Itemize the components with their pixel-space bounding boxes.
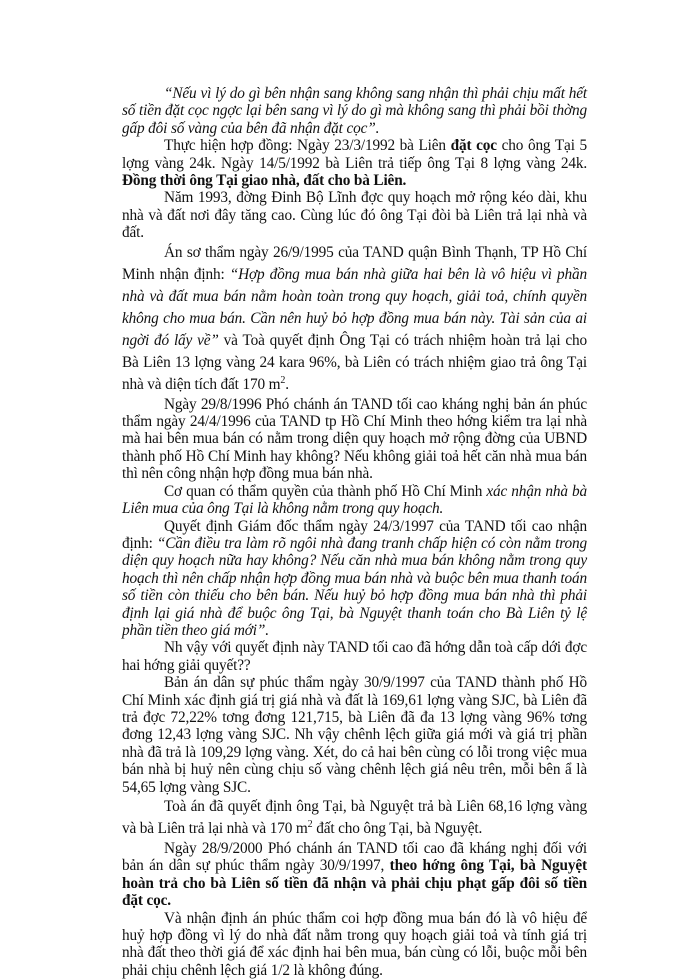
text-run: Quyết định Giám đốc thẩm ngày 24/3/1997 của TAND tối cao nhận định: [122, 517, 587, 552]
text-run: Nh vậy với quyết định này TAND tối cao đã hớng dẫn toà cấp dới đợc hai hớng giải quyết?? [122, 639, 587, 674]
paragraph-protest-1996 [122, 396, 587, 483]
quote-authority-confirmation: xác nhận nhà bà Liên mua của ông Tại là không nằm trong quy hoạch. [122, 482, 587, 518]
quote-deposit-clause: “Nếu vì lý do gì bên nhận sang không sang nhận thì phải chịu mất hết số tiền đặt cọc ngợc lại bên sang vì lý do gì mà không sang thì phải bồi thờng gấp đôi số vàng của bên đã nhận đặt cọc”. [122, 85, 587, 137]
paragraph-first-instance [122, 242, 587, 396]
superscript: 2 [307, 819, 313, 830]
superscript: 2 [280, 374, 286, 386]
paragraph-appeal-judgment [122, 674, 587, 796]
paragraph-cassation-decision [122, 518, 587, 640]
paragraph-contract-performance [122, 137, 587, 189]
text-run: Cơ quan có thẩm quyền của thành phố Hồ Chí Minh [164, 482, 487, 500]
text-run: Ngày 29/8/1996 Phó chánh án TAND tối cao kháng nghị bản án phúc thẩm ngày 24/4/1996 của TAND tp Hồ Chí Minh theo hớng kiểm tra lại nhà mà hai bên mua bán có nằm trong diện quy hoạch mở rộng đờng của UBND thành phố Hồ Chí Minh hay không? Nếu không giải toả hết căn nhà mua bán thì nên công nhận hợp đồng mua bán nhà. [122, 395, 587, 483]
quote-first-instance: “Hợp đồng mua bán nhà giữa hai bên là vô hiệu vì phần nhà và đất mua bán nằm hoàn toàn trong quy hoạch, giải toả, chính quyền không cho mua bán. Cần nên huỷ bỏ hợp đồng mua bán này. Tài sản của ai ngời đó lấy về” [122, 265, 587, 349]
emphasis-handover: Đồng thời ông Tại giao nhà, đất cho bà Liên. [122, 172, 407, 190]
text-run: đất cho ông Tại, bà Nguyệt. [312, 820, 483, 837]
text-run: . [285, 375, 289, 393]
emphasis-deposit: đặt cọc [450, 137, 497, 155]
paragraph-authority-confirmation [122, 483, 587, 518]
text-run: Bản án dân sự phúc thẩm ngày 30/9/1997 của TAND thành phố Hồ Chí Minh xác định giá trị giá nhà và đất là 169,61 lợng vàng SJC, bà Liên đã trả đợc 72,22% tơng đơng 121,715, bà Liên đã đa 13 lợng vàng 96% tơng đơng 12,43 lợng vàng SJC. Nh vậy chênh lệch giữa giá mới và giá trị phần nhà đã trả là 109,29 lợng vàng. Xét, do cả hai bên cùng có lỗi trong việc mua bán nhà bị huỷ nên cùng chịu số vàng chênh lệch giá nêu trên, mỗi bên ẩ là 54,65 lợng vàng SJC. [122, 674, 587, 796]
text-run: Ngày 28/9/2000 Phó chánh án TAND tối cao đã kháng nghị đối với bản án dân sự phúc thẩm ngày 30/9/1997, [122, 840, 587, 875]
paragraph-two-directions [122, 639, 587, 674]
text-run: Thực hiện hợp đồng: Ngày 23/3/1992 bà Liên [164, 137, 451, 155]
text-run: Án sơ thẩm ngày 26/9/1995 của TAND quận Bình Thạnh, TP Hồ Chí Minh nhận định: [122, 243, 587, 283]
paragraph-conclusion [122, 910, 587, 979]
text-run: cho ông Tại 5 lợng vàng 24k. Ngày 14/5/1992 bà Liên trả tiếp ông Tại 8 lợng vàng 24k. [122, 137, 587, 172]
text-run: Và nhận định án phúc thẩm coi hợp đồng mua bán đó là vô hiệu để huỷ hợp đồng vì lý do nhà đất nằm trong quy hoạch giải toả và tính giá trị nhà đất theo thời giá để xác định hai bên mua, bán cùng có lỗi, buộc mỗi bên phải chịu chênh lệch giá 1/2 là không đúng. [122, 909, 587, 979]
text-run: Toà án đã quyết định ông Tại, bà Nguyệt trả bà Liên 68,16 lợng vàng và bà Liên trả lại nhà và 170 m [122, 798, 587, 837]
paragraph-court-decision [122, 796, 587, 840]
quote-cassation-decision: “Cần điều tra làm rõ ngôi nhà đang tranh chấp hiện có còn nằm trong diện quy hoạch nữa hay không? Nếu căn nhà mua bán không nằm trong quy hoạch thì nên chấp nhận hợp đồng mua bán nhà và buộc bên mua thanh toán số tiền còn thiếu cho bên bán. Nếu huỷ bỏ hợp đồng mua bán nhà thì phải định lại giá nhà để buộc ông Tại, bà Nguyệt thanh toán cho Bà Liên tỷ lệ phần tiền theo giá mới”. [122, 534, 587, 639]
paragraph-deposit-clause [122, 85, 587, 137]
document-page [122, 85, 587, 979]
text-run: và Toà quyết định Ông Tại có trách nhiệm hoàn trả lại cho Bà Liên 13 lợng vàng 24 kara 96%, bà Liên có trách nhiệm giao trả ông Tại nhà và diện tích đất 170 m [122, 331, 587, 393]
text-run: Năm 1993, đờng Đinh Bộ Lĩnh đợc quy hoạch mở rộng kéo dài, khu nhà và đất nơi đây tăng cao. Cùng lúc đó ông Tại đòi bà Liên trả lại nhà và đất. [122, 189, 587, 242]
paragraph-protest-2000 [122, 840, 587, 910]
paragraph-road-planning [122, 189, 587, 241]
emphasis-protest-direction: theo hớng ông Tại, bà Nguyệt hoàn trả cho bà Liên số tiền đã nhận và phải chịu phạt gấp đôi số tiền đặt cọc. [122, 857, 587, 910]
